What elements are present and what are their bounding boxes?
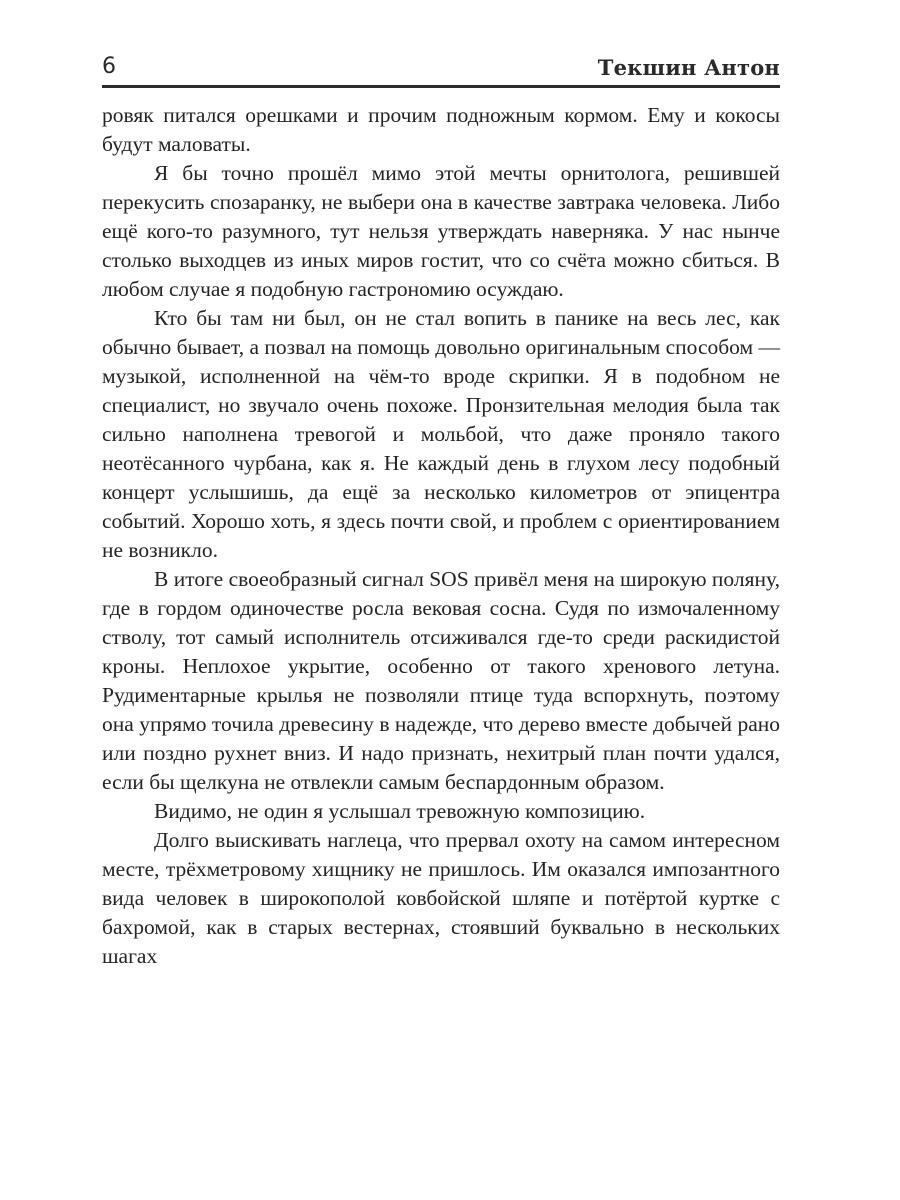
paragraph: Кто бы там ни был, он не стал вопить в панике на весь лес, как обычно бывает, а позвал на помощь довольно оригинальным способом — музыкой, исполненной на чём-то вроде скрипки. Я в подобном не специалист, но звучало очень похоже. Пронзительная мелодия была так сильно наполнена тревогой и мольбой, что даже проняло такого неотёсанного чурбана, как я. Не каждый день в глухом лесу подобный концерт услышишь, да ещё за несколько километров от эпицентра событий. Хорошо хоть, я здесь почти свой, и проблем с ориентированием не возникло. bbox=[102, 306, 780, 562]
page-body bbox=[102, 101, 780, 971]
page-header bbox=[102, 56, 780, 88]
paragraph: Видимо, не один я услышал тревожную композицию. bbox=[154, 799, 646, 823]
paragraph: Я бы точно прошёл мимо этой мечты орнитолога, решившей перекусить спозаранку, не выбери она в качестве завтрака человека. Либо ещё кого-то разумного, тут нельзя утверждать наверняка. У нас нынче столько выходцев из иных миров гостит, что со счёта можно сбиться. В любом случае я подобную гастрономию осуждаю. bbox=[102, 161, 780, 301]
page-number: 6 bbox=[102, 54, 116, 79]
running-header-author: Текшин Антон bbox=[597, 55, 780, 80]
paragraph: ровяк питался орешками и прочим подножным кормом. Ему и кокосы будут маловаты. bbox=[102, 103, 780, 156]
paragraph: В итоге своеобразный сигнал SOS привёл меня на широкую поляну, где в гордом одиночестве росла вековая сосна. Судя по измочаленному стволу, тот самый исполнитель отсиживался где-то среди раскидистой кроны. Неплохое укрытие, особенно от такого хренового летуна. Рудиментарные крылья не позволяли птице туда вспорхнуть, поэтому она упрямо точила древесину в надежде, что дерево вместе добычей рано или поздно рухнет вниз. И надо признать, нехитрый план почти удался, если бы щелкуна не отвлекли самым беспардонным образом. bbox=[102, 567, 780, 794]
paragraph: Долго выискивать наглеца, что прервал охоту на самом интересном месте, трёхметровому хищнику не пришлось. Им оказался импозантного вида человек в широкополой ковбойской шляпе и потёртой куртке с бахромой, как в старых вестернах, стоявший буквально в нескольких шагах bbox=[102, 828, 780, 968]
